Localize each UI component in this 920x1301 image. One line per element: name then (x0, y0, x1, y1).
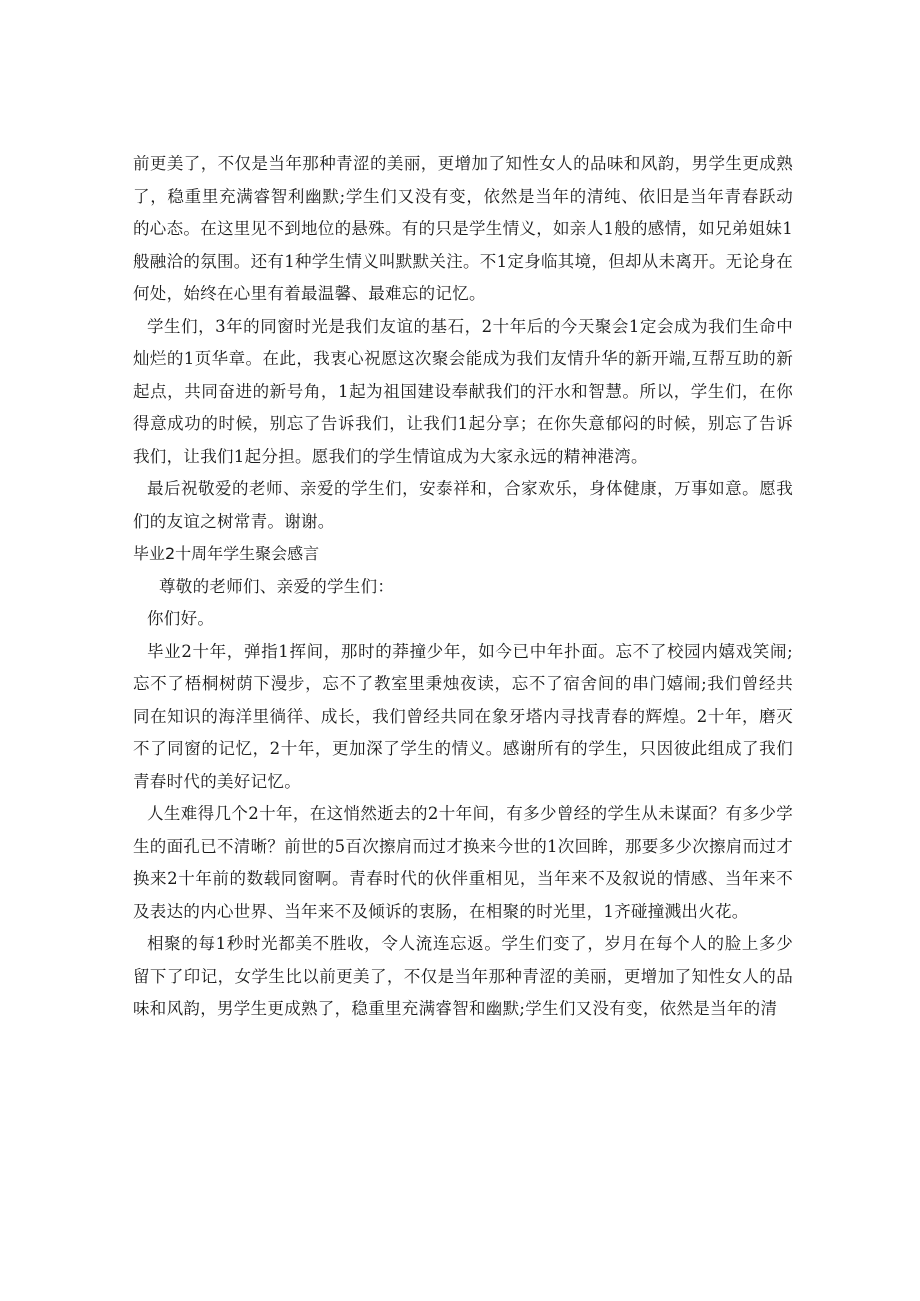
paragraph-every-second: 相聚的每1秒时光都美不胜收，令人流连忘返。学生们变了，岁月在每个人的脸上多少留下了印记，女学生比以前更美了，不仅是当年那种青涩的美丽，更增加了知性女人的品味和风韵，男学生更成熟了，稳重里充满睿智和幽默;学生们又没有变，依然是当年的清 (133, 934, 793, 1018)
paragraph-rare-reunion: 人生难得几个2十年，在这悄然逝去的2十年间，有多少曾经的学生从未谋面？有多少学生的面孔已不清晰？前世的5百次擦肩而过才换来今世的1次回眸，那要多少次擦肩而过才换来2十年前的数载同窗啊。青春时代的伙伴重相见，当年来不及叙说的情感、当年来不及表达的内心世界、当年来不及倾诉的衷肠，在相聚的时光里，1齐碰撞溅出火花。 (133, 804, 793, 921)
paragraph-continuation: 前更美了，不仅是当年那种青涩的美丽，更增加了知性女人的品味和风韵，男学生更成熟了，稳重里充满睿智利幽默;学生们又没有变，依然是当年的清纯、依旧是当年青春跃动的心态。在这里见不到地位的悬殊。有的只是学生情义，如亲人1般的感情，如兄弟姐妹1般融洽的氛围。还有1种学生情义叫默默关注。不1定身临其境，但却从未离开。无论身在何处，始终在心里有着最温馨、最难忘的记忆。 (133, 154, 793, 303)
paragraph-closing-wishes: 最后祝敬爱的老师、亲爱的学生们，安泰祥和，合家欢乐，身体健康，万事如意。愿我们的友谊之树常青。谢谢。 (133, 479, 793, 531)
document-body (133, 148, 793, 1026)
greeting: 你们好。 (147, 609, 215, 628)
paragraph-twenty-years: 毕业2十年，弹指1挥间，那时的莽撞少年，如今已中年扑面。忘不了校园内嬉戏笑闹;忘不了梧桐树荫下漫步，忘不了教室里秉烛夜读，忘不了宿舍间的串门嬉闹;我们曾经共同在知识的海洋里徜徉、成长，我们曾经共同在象牙塔内寻找青春的辉煌。2十年，磨灭不了同窗的记忆，2十年，更加深了学生的情义。感谢所有的学生，只因彼此组成了我们青春时代的美好记忆。 (133, 641, 793, 791)
salutation: 尊敬的老师们、亲爱的学生们： (159, 576, 395, 596)
paragraph-gathering-wishes: 学生们，3年的同窗时光是我们友谊的基石，2十年后的今天聚会1定会成为我们生命中灿烂的1页华章。在此，我衷心祝愿这次聚会能成为我们友情升华的新开端,互帮互助的新起点，共同奋进的新号角，1起为祖国建设奉献我们的汗水和智慧。所以，学生们，在你得意成功的时候，别忘了告诉我们，让我们1起分享；在你失意郁闷的时候，别忘了告诉我们，让我们1起分担。愿我们的学生情谊成为大家永远的精神港湾。 (133, 316, 793, 466)
section-heading: 毕业2十周年学生聚会感言 (133, 544, 320, 563)
